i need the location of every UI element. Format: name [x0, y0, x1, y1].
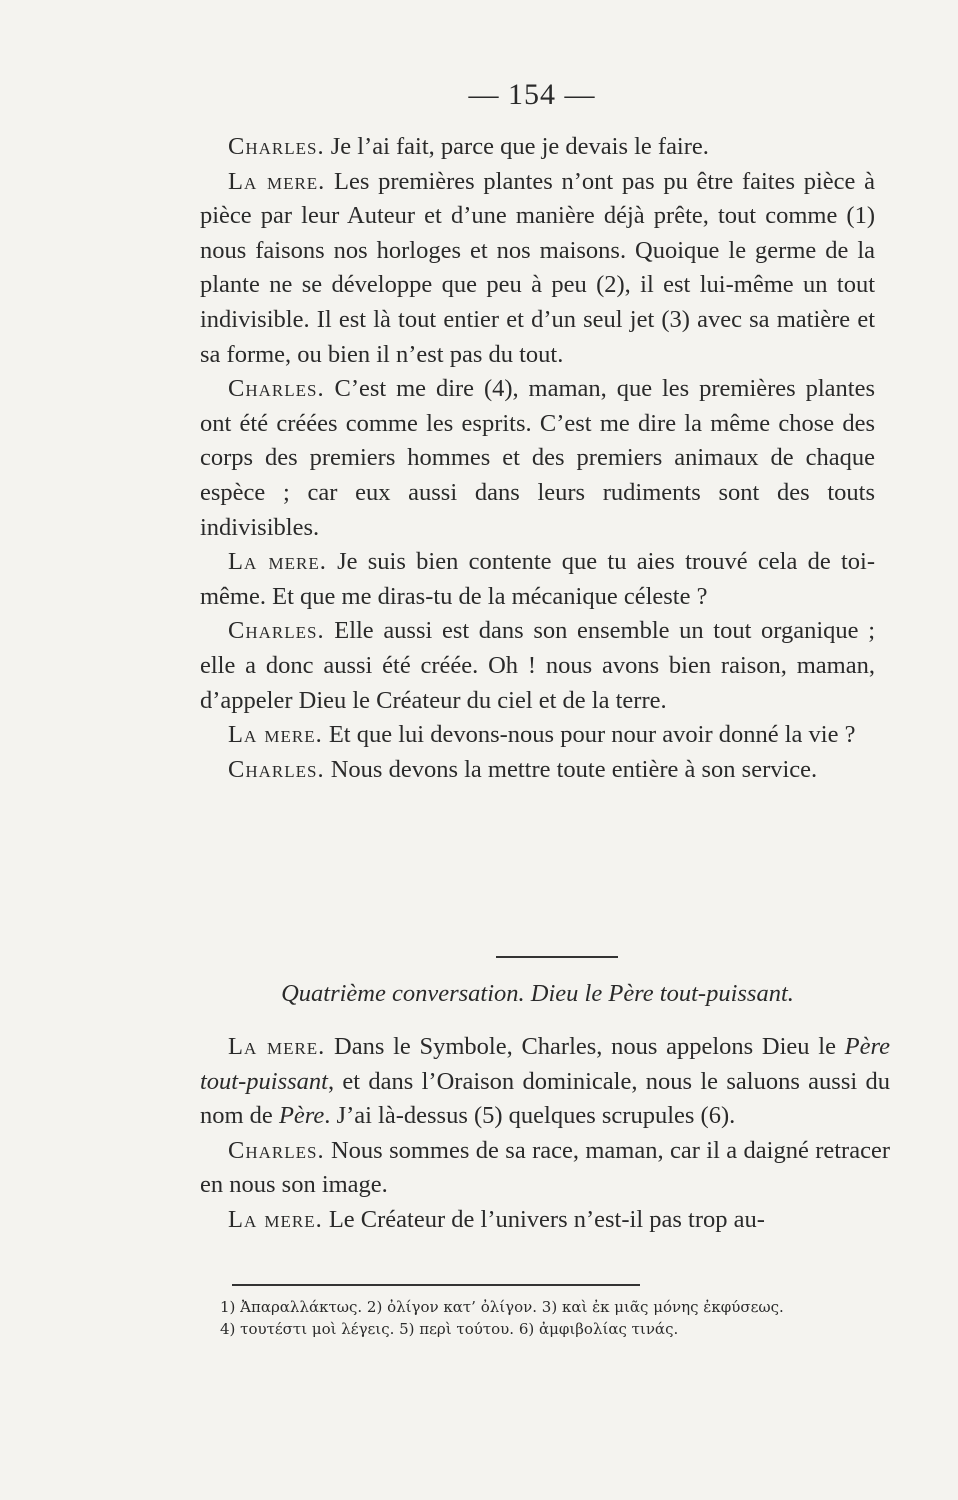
- speaker-name: La mere.: [228, 548, 327, 576]
- footnote-divider: [232, 1284, 640, 1286]
- italic-text: Père: [278, 1102, 325, 1130]
- paragraph-text: Et que lui devons-nous pour nour avoir donné la vie ?: [322, 721, 856, 749]
- dialogue-paragraph: [200, 753, 875, 788]
- footnote-line: 1) Ἀπαραλλάκτως. 2) ὀλίγον κατ’ ὀλίγον. 3) καὶ ἐκ μιᾶς μόνης ἐκφύσεως.: [220, 1298, 784, 1316]
- footnote-line: 4) τουτέστι μοὶ λέγεις. 5) περὶ τούτου. 6) ἀμφιβολίας τινάς.: [220, 1320, 679, 1338]
- dialogue-paragraph: [200, 545, 875, 614]
- section-title: Quatrième conversation. Dieu le Père tout-puissant.: [281, 980, 794, 1007]
- dialogue-paragraph: [200, 1030, 890, 1134]
- speaker-name: La mere.: [228, 1033, 326, 1060]
- section-divider: [496, 956, 618, 958]
- paragraph-text: , et dans l’Oraison dominicale, nous le saluons aussi du nom de: [200, 1067, 890, 1130]
- dialogue-paragraph: [200, 614, 875, 718]
- dialogue-paragraph: [200, 1134, 890, 1203]
- paragraph-text: Dans le Symbole, Charles, nous appelons Dieu le: [325, 1033, 845, 1060]
- speaker-name: Charles.: [228, 375, 325, 403]
- speaker-name: Charles.: [228, 1136, 325, 1164]
- speaker-name: Charles.: [228, 755, 325, 783]
- dialogue-paragraph: [200, 1203, 890, 1238]
- paragraph-text: Le Créateur de l’univers n’est-il pas trop au-: [322, 1205, 765, 1233]
- page-number: — 154 —: [468, 78, 596, 111]
- speaker-name: Charles.: [228, 617, 325, 645]
- paragraph-text: Nous devons la mettre toute entière à son service.: [324, 755, 818, 783]
- dialogue-block-1: [200, 130, 875, 787]
- dialogue-block-2: [200, 1030, 890, 1238]
- footnotes: [220, 1296, 910, 1340]
- italic-text: Père tout-puissant: [200, 1033, 890, 1095]
- paragraph-text: . J’ai là-dessus (5) quelques scrupules (6).: [324, 1102, 736, 1130]
- speaker-name: Charles.: [228, 133, 325, 160]
- dialogue-paragraph: [200, 718, 875, 753]
- speaker-name: La mere.: [228, 167, 326, 195]
- dialogue-paragraph: [200, 372, 875, 545]
- dialogue-paragraph: [200, 130, 875, 165]
- speaker-name: La mere.: [228, 1205, 323, 1233]
- paragraph-text: Je suis bien contente que tu aies trouvé cela de toi-même. Et que me diras-tu de la mécanique céleste ?: [200, 548, 875, 610]
- paragraph-text: Elle aussi est dans son ensemble un tout organique ; elle a donc aussi été créée. Oh ! nous avons bien raison, maman, d’appeler Dieu le Créateur du ciel et de la terre.: [200, 617, 875, 714]
- paragraph-text: Je l’ai fait, parce que je devais le faire.: [324, 133, 709, 160]
- paragraph-text: C’est me dire (4), maman, que les premières plantes ont été créées comme les esprits. C’est me dire la même chose des corps des premiers hommes et des premiers animaux de chaque espèce ; car eux aussi dans leurs rudiments sont des touts indivisibles.: [200, 375, 875, 541]
- paragraph-text: Nous sommes de sa race, maman, car il a daigné retracer en nous son image.: [200, 1136, 890, 1199]
- speaker-name: La mere.: [228, 721, 323, 749]
- paragraph-text: Les premières plantes n’ont pas pu être faites pièce à pièce par leur Auteur et d’une manière déjà prête, tout comme (1) nous faisons nos horloges et nos maisons. Quoique le germe de la plante ne se développe que peu à peu (2), il est lui-même un tout indivisible. Il est là tout entier et d’un seul jet (3) avec sa matière et sa forme, ou bien il n’est pas du tout.: [200, 167, 876, 368]
- dialogue-paragraph: [200, 165, 875, 373]
